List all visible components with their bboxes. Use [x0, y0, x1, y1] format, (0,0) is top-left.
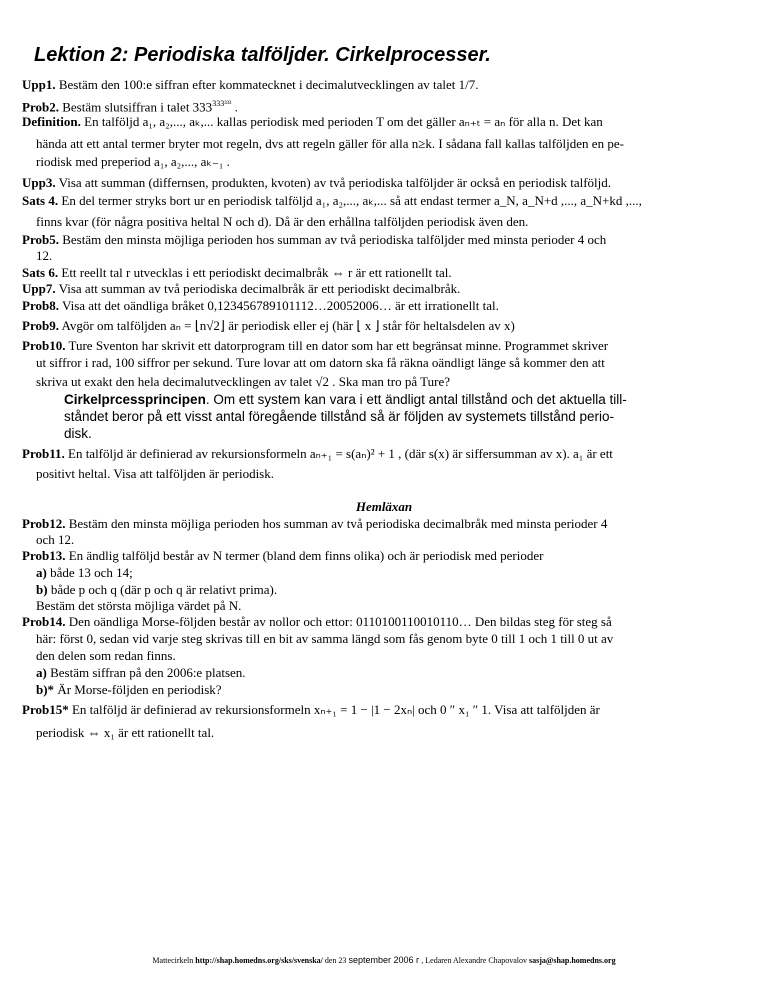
prob5-line-2	[36, 248, 52, 263]
upp3-line	[22, 175, 611, 190]
prob14-line-2	[36, 631, 613, 646]
prob15-line-2	[36, 725, 214, 740]
sats4-label: Sats 4.	[22, 193, 59, 208]
footer-text-a: Mattecirkeln	[152, 956, 196, 965]
prob11-text: En talföljd är definierad av rekursionsformeln aₙ₊₁ = s(aₙ)² + 1 , (där s(x) är siffersumman av x). a₁ är ett	[64, 446, 613, 461]
prob8-text: Visa att det oändliga bråket 0,123456789101112…20052006… är ett irrationellt tal.	[58, 298, 499, 313]
footer-date: september 2006 г	[348, 955, 420, 965]
prob13-b-line	[36, 582, 277, 597]
cirkel-line	[64, 392, 627, 407]
prob5-text-2: 12.	[36, 248, 53, 263]
prob9-line	[22, 318, 515, 333]
prob14-line	[22, 614, 612, 629]
prob14-a-label: a)	[36, 665, 47, 680]
upp7-line	[22, 281, 460, 296]
prob2-label: Prob2.	[22, 99, 59, 115]
sats4-line	[22, 193, 642, 208]
prob15-text-2: periodisk ⇔ x₁ är ett rationellt tal.	[36, 725, 215, 740]
footer-url[interactable]: http://shap.homedns.org/sks/svenska/	[195, 956, 323, 965]
prob10-line-3	[36, 374, 450, 389]
prob2-text: Bestäm slutsiffran i talet 333	[58, 99, 213, 115]
prob10-line	[22, 338, 608, 353]
prob13-label: Prob13.	[22, 548, 66, 563]
footer-text-b: den 23	[322, 956, 349, 965]
definition-text-2: hända att ett antal termer bryter mot regeln, dvs att regeln gäller för alla n≥k. I sådana fall kallas talföljden en pe-	[36, 136, 624, 151]
hemlaxan-heading: Hemläxan	[355, 499, 413, 514]
definition-line	[22, 114, 603, 129]
sats4-line-2	[36, 214, 528, 229]
prob14-line-3	[36, 648, 176, 663]
definition-line-2	[36, 136, 624, 151]
prob13-b-text: både p och q (där p och q är relativt prima).	[47, 582, 278, 597]
prob14-a-text: Bestäm siffran på den 2006:e platsen.	[46, 665, 246, 680]
prob11-line-2	[36, 466, 274, 481]
definition-label: Definition.	[22, 114, 81, 129]
prob14-b-line	[36, 682, 222, 697]
prob15-label: Prob15*	[22, 702, 69, 717]
cirkel-line-2	[64, 409, 614, 424]
prob14-text-2: här: först 0, sedan vid varje steg skrivas till en bit av samma längd som fås genom byte 0 till 1 och 1 till 0 ut av	[36, 631, 614, 646]
prob15-text: En talföljd är definierad av rekursionsformeln xₙ₊₁ = 1 − |1 − 2xₙ| och 0 ″ x₁ ″ 1. Visa att talföljden är	[68, 702, 600, 717]
page-title: Lektion 2: Periodiska talföljder. Cirkelprocesser.	[34, 44, 491, 66]
prob11-text-2: positivt heltal. Visa att talföljden är periodisk.	[36, 466, 274, 481]
prob13-a-text: både 13 och 14;	[46, 565, 133, 580]
prob10-text-3: skriva ut exakt den hela decimalutvecklingen av talet √2 . Ska man tro på Ture?	[36, 374, 450, 389]
sats4-text: En del termer stryks bort ur en periodisk talföljd a₁, a₂,..., aₖ,... så att endast termer a_N, a_N+d ,..., a_N+kd ,...,	[58, 193, 642, 208]
prob15-line	[22, 702, 600, 717]
cirkel-text-2: ståndet beror på ett visst antal föregående tillstånd så är följden av systemets tillstånd perio-	[64, 409, 615, 424]
prob12-line	[22, 516, 607, 531]
prob14-text: Den oändliga Morse-följden består av nollor och ettor: 0110100110010110… Den bildas steg för steg så	[65, 614, 612, 629]
definition-text: En talföljd a₁, a₂,..., aₖ,... kallas periodisk med perioden T om det gäller aₙ₊ₜ = aₙ för alla n. Det kan	[80, 114, 603, 129]
prob13-b-label: b)	[36, 582, 48, 597]
prob2-line	[22, 96, 238, 114]
footer-email[interactable]: sasja@shap.homedns.org	[529, 956, 616, 965]
cirkel-text-3: disk.	[64, 426, 92, 441]
prob13-line	[22, 548, 543, 563]
prob5-label: Prob5.	[22, 232, 59, 247]
upp7-label: Upp7.	[22, 281, 56, 296]
upp3-text: Visa att summan (differnsen, produkten, kvoten) av två periodiska talföljder är också en periodisk talföljd.	[55, 175, 612, 190]
prob10-text-2: ut siffror i rad, 100 siffror per sekund. Ture lovar att om datorn ska få räkna oändligt länge så kommer den att	[36, 355, 605, 370]
prob10-line-2	[36, 355, 605, 370]
prob11-label: Prob11.	[22, 446, 65, 461]
prob13-a-label: a)	[36, 565, 47, 580]
sats6-label: Sats 6.	[22, 265, 59, 280]
upp1-label: Upp1.	[22, 77, 56, 92]
prob9-text: Avgör om talföljden aₙ = ⌊n√2⌋ är periodisk eller ej (här ⌊ x ⌋ står för heltalsdelen av x)	[58, 318, 515, 333]
footer	[0, 955, 768, 965]
prob8-line	[22, 298, 499, 313]
sats6-line	[22, 265, 452, 280]
cirkel-line-3	[64, 426, 92, 441]
upp7-text: Visa att summan av två periodiska decimalbråk är ett periodiskt decimalbråk.	[55, 281, 461, 296]
prob12-label: Prob12.	[22, 516, 66, 531]
prob12-text: Bestäm den minsta möjliga perioden hos summan av två periodiska decimalbråk med minsta perioder 4	[65, 516, 608, 531]
prob2-tail: .	[231, 99, 238, 115]
prob14-b-label: b)*	[36, 682, 55, 697]
prob5-text: Bestäm den minsta möjliga perioden hos summan av två periodiska talföljder med minsta perioder 4 och	[58, 232, 607, 247]
definition-text-3: riodisk med preperiod a₁, a₂,..., aₖ₋₁ .	[36, 154, 230, 169]
prob9-label: Prob9.	[22, 318, 59, 333]
prob2-exponent: 333³³³	[212, 99, 232, 108]
cirkel-text: . Om ett system kan vara i ett ändligt antal tillstånd och det aktuella till-	[205, 392, 627, 407]
upp1-text: Bestäm den 100:e siffran efter kommatecknet i decimalutvecklingen av talet 1/7.	[55, 77, 479, 92]
upp3-label: Upp3.	[22, 175, 56, 190]
prob13-a-line	[36, 565, 133, 580]
prob13-text-4: Bestäm det största möjliga värdet på N.	[36, 598, 242, 613]
prob12-line-2	[36, 532, 74, 547]
footer-text-d: , Ledaren Alexandre Chapovalov	[419, 956, 530, 965]
prob13-text: En ändlig talföljd består av N termer (bland dem finns olika) och är periodisk med perioder	[65, 548, 544, 563]
prob14-label: Prob14.	[22, 614, 66, 629]
upp1-line	[22, 77, 478, 92]
prob14-text-3: den delen som redan finns.	[36, 648, 176, 663]
section-heading	[0, 499, 768, 514]
prob10-label: Prob10.	[22, 338, 66, 353]
prob11-line	[22, 446, 613, 461]
prob14-b-text: Är Morse-följden en periodisk?	[54, 682, 222, 697]
sats4-text-2: finns kvar (för några positiva heltal N och d). Då är den erhållna talföljden periodisk även den.	[36, 214, 529, 229]
prob12-text-2: och 12.	[36, 532, 75, 547]
prob8-label: Prob8.	[22, 298, 59, 313]
prob5-line	[22, 232, 606, 247]
definition-line-3	[36, 154, 230, 169]
sats6-text: Ett reellt tal r utvecklas i ett periodiskt decimalbråk ⇔ r är ett rationellt tal.	[58, 265, 452, 280]
prob10-text: Ture Sventon har skrivit ett datorprogram till en dator som har ett begränsat minne. Programmet skriver	[65, 338, 609, 353]
prob14-a-line	[36, 665, 246, 680]
cirkel-label: Cirkelprcessprincipen	[64, 392, 206, 407]
prob13-line-4	[36, 598, 241, 613]
